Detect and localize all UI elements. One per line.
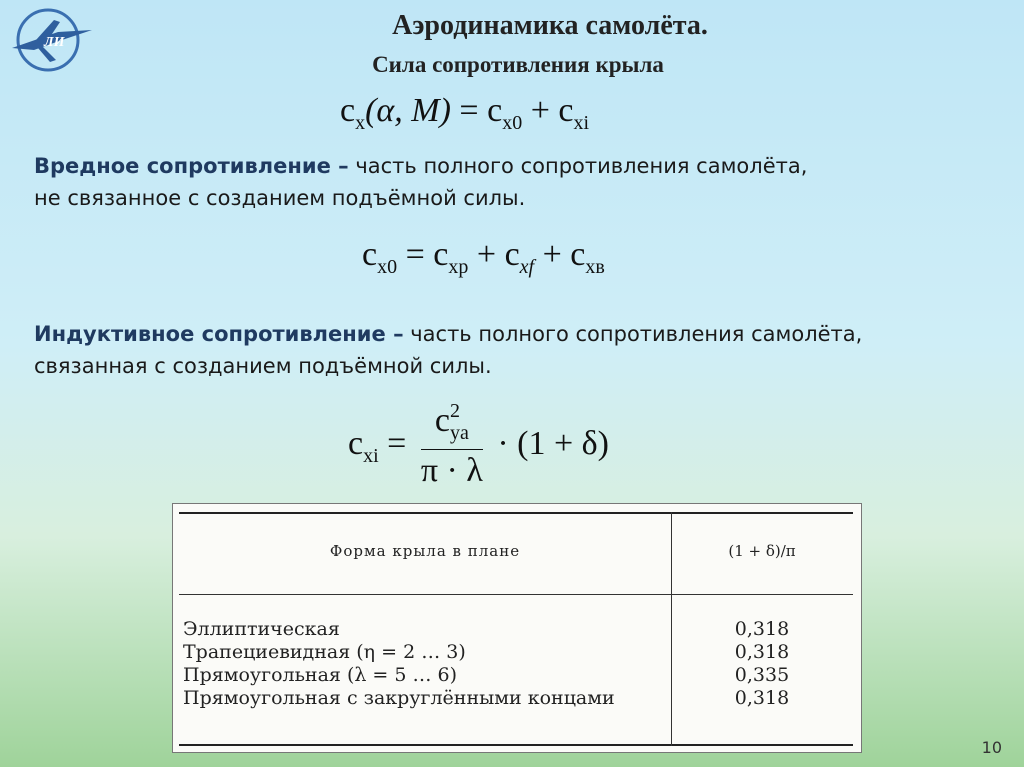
table-header-factor: (1 + δ)/π <box>728 542 796 560</box>
wing-shape-table <box>172 503 862 753</box>
formula-inductive-drag: $c_{xi}$ = $\frac{c^2_{ya}}{\pi \cdot \lambda}$ · (1 + δ) <box>348 400 609 489</box>
formula-total-drag: $c_x(\alpha$, $M) = c_{x0} + c_{xi}$ <box>340 92 590 134</box>
harmful-drag-definition: Вредное сопротивление – часть полного сопротивления самолёта, не связанное с созданием подъёмной силы. <box>34 154 808 210</box>
slide-subtitle: Сила сопротивления крыла <box>372 52 664 77</box>
table-row-value: 0,318 <box>734 641 790 663</box>
table-row-shape: Прямоугольная (λ = 5 … 6) <box>183 664 458 686</box>
slide-title: Аэродинамика самолёта. <box>392 10 708 41</box>
svg-text:ЛИ: ЛИ <box>44 35 65 50</box>
table-value-column <box>671 618 853 710</box>
harmful-drag-term: Вредное сопротивление – <box>34 154 349 178</box>
table-row-value: 0,318 <box>734 618 790 640</box>
table-row-shape: Эллиптическая <box>183 618 340 640</box>
table-row-shape: Прямоугольная с закруглёнными концами <box>183 687 615 709</box>
table-shape-column <box>183 618 673 710</box>
page-number: 10 <box>981 738 1002 757</box>
table-row-value: 0,318 <box>734 687 790 709</box>
table-row-value: 0,335 <box>734 664 790 686</box>
inductive-drag-term: Индуктивное сопротивление – <box>34 322 404 346</box>
formula-harmful-drag: $c_{x0} = c_{xp} + c_{xf} + c_{xв}$ <box>362 236 605 278</box>
inductive-drag-definition: Индуктивное сопротивление – часть полного сопротивления самолёта, связанная с созданием подъёмной силы. <box>34 322 863 378</box>
table-row-shape: Трапециевидная (η = 2 … 3) <box>183 641 466 663</box>
table-header-shape: Форма крыла в плане <box>329 542 521 560</box>
fraction: $\frac{c^2_{ya}}{\pi \cdot \lambda}$ <box>420 400 483 489</box>
